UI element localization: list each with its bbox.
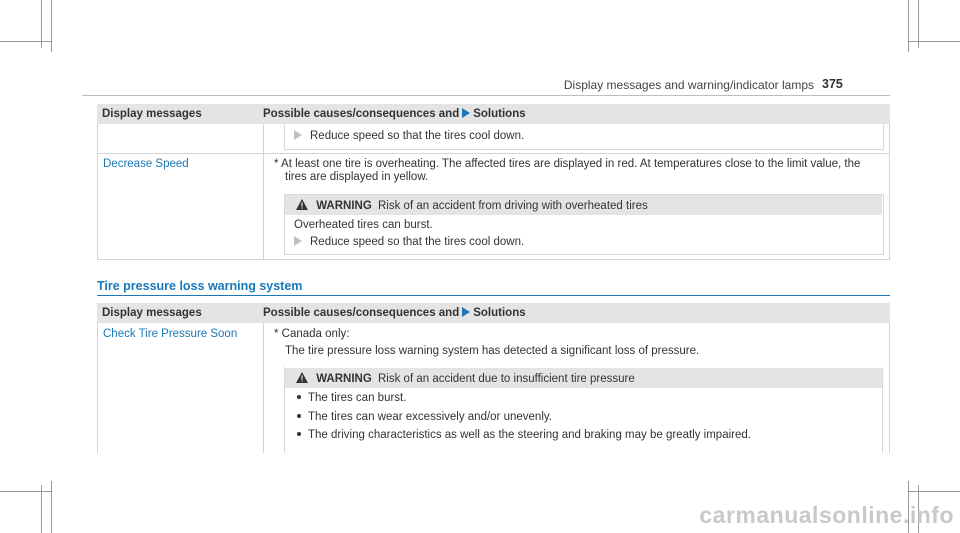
- display-message-decrease-speed: Decrease Speed: [103, 158, 189, 170]
- solutions-arrow-icon: [462, 307, 470, 317]
- list-item: [297, 411, 552, 423]
- col-header-solutions-text: Solutions: [473, 307, 526, 319]
- col-header-causes-solutions: [263, 303, 526, 323]
- warning-triangle-icon: [296, 372, 308, 383]
- bullet-icon: [297, 432, 301, 436]
- step-arrow-icon: [294, 130, 302, 140]
- list-item: [297, 429, 751, 441]
- bullet-icon: [297, 395, 301, 399]
- warning-body: Overheated tires can burst.: [294, 219, 433, 231]
- step-arrow-icon: [294, 236, 302, 246]
- solutions-arrow-icon: [462, 108, 470, 118]
- col-header-causes-text: Possible causes/consequences and: [263, 307, 460, 319]
- table-left-border: [97, 323, 98, 453]
- warning-header: [296, 199, 648, 212]
- crop-mark: [0, 491, 52, 492]
- warning-header: [296, 372, 635, 385]
- section-title: Tire pressure loss warning system: [97, 279, 303, 293]
- warning-label: WARNING: [316, 373, 372, 385]
- row-divider: [97, 153, 890, 154]
- crop-mark: [908, 41, 960, 42]
- crop-mark: [0, 41, 52, 42]
- solution-step: [294, 236, 524, 248]
- crop-mark: [51, 481, 52, 533]
- list-item-text: The tires can burst.: [308, 392, 407, 404]
- crop-mark: [51, 0, 52, 52]
- col-header-causes-solutions: [263, 104, 526, 124]
- warning-text: Risk of an accident from driving with overheated tires: [378, 200, 648, 212]
- table-right-border: [889, 323, 890, 453]
- list-item-text: The tires can wear excessively and/or unevenly.: [308, 411, 552, 423]
- section-underline: [97, 295, 890, 296]
- crop-mark: [908, 0, 909, 52]
- cause-text-line-2: tires are displayed in yellow.: [285, 171, 429, 183]
- table-bottom-border: [97, 259, 890, 260]
- solution-step-text: Reduce speed so that the tires cool down.: [310, 236, 525, 248]
- col-header-solutions-text: Solutions: [473, 108, 526, 120]
- table-left-border: [97, 124, 98, 260]
- solution-step-text: Reduce speed so that the tires cool down.: [310, 130, 525, 142]
- column-divider: [263, 323, 264, 453]
- col-header-display-messages: Display messages: [102, 303, 202, 323]
- header-divider: [82, 95, 890, 96]
- col-header-display-messages: Display messages: [102, 104, 202, 124]
- cause-text-line-1: * Canada only:: [274, 328, 350, 340]
- solution-step: [294, 130, 524, 142]
- display-message-check-tire-pressure: Check Tire Pressure Soon: [103, 328, 238, 340]
- cause-text-line-1: * At least one tire is overheating. The affected tires are displayed in red. At temperatures close to the limit value, the: [274, 158, 861, 170]
- column-divider: [263, 124, 264, 260]
- table-right-border: [889, 124, 890, 260]
- warning-text: Risk of an accident due to insufficient tire pressure: [378, 373, 635, 385]
- warning-triangle-icon: [296, 199, 308, 210]
- page-number: 375: [822, 77, 843, 91]
- watermark: carmanualsonline.info: [699, 502, 954, 528]
- cause-text-line-2: The tire pressure loss warning system has detected a significant loss of pressure.: [285, 345, 700, 357]
- warning-label: WARNING: [316, 200, 372, 212]
- crop-mark: [41, 485, 42, 533]
- warning-box-right: [882, 367, 883, 453]
- list-item-text: The driving characteristics as well as the steering and braking may be greatly impaired.: [308, 429, 751, 441]
- col-header-causes-text: Possible causes/consequences and: [263, 108, 460, 120]
- crop-mark: [908, 491, 960, 492]
- list-item: [297, 392, 406, 404]
- running-header-title: Display messages and warning/indicator lamps: [563, 78, 814, 92]
- bullet-icon: [297, 414, 301, 418]
